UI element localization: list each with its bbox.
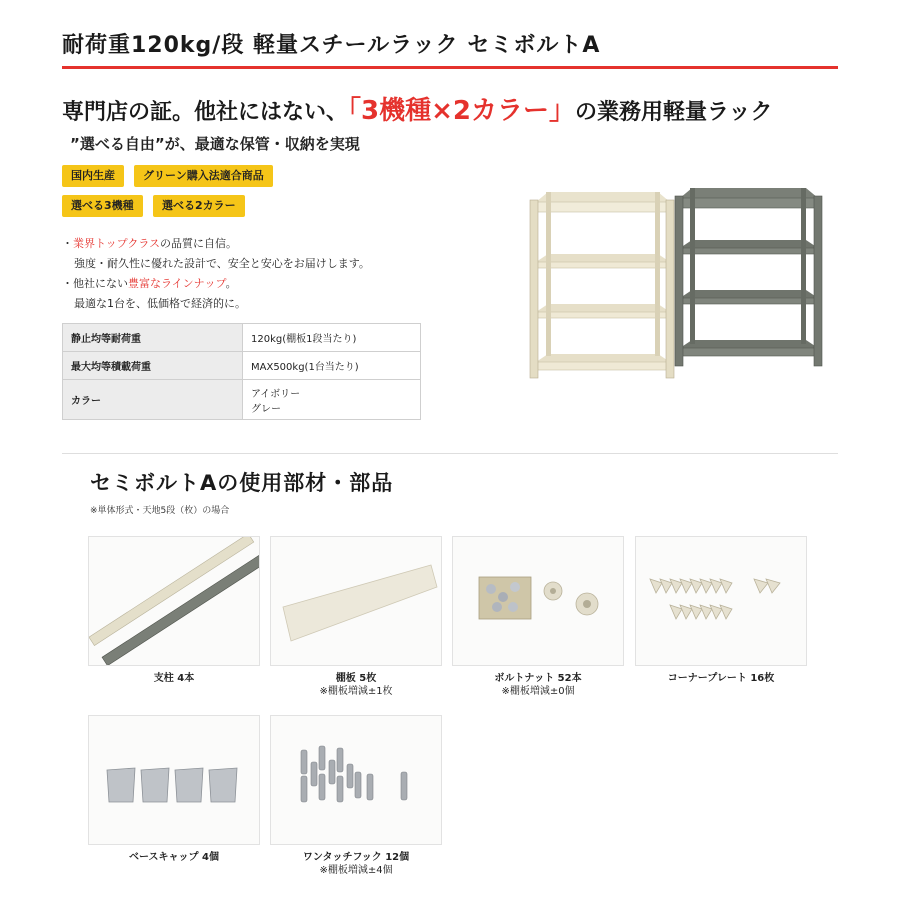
corner-plates-image (636, 537, 806, 665)
part-card-base-caps (88, 715, 260, 845)
spec-row (63, 352, 421, 380)
spec-row (63, 380, 421, 420)
parts-note: ※単体形式・天地5段（枚）の場合 (90, 506, 230, 516)
spec-value: MAX500kg(1台当たり) (243, 352, 421, 380)
headline-pre: 専門店の証。他社にはない、 (62, 100, 349, 125)
part-caption (270, 851, 442, 877)
part-name: ボルトナット 52本 (494, 673, 582, 684)
feature-item: ・業界トップクラスの品質に自信。 (62, 237, 238, 250)
part-note: ※棚板増減±0個 (501, 686, 575, 697)
spec-value: 120kg(棚板1段当たり) (243, 324, 421, 352)
part-card-posts (88, 536, 260, 666)
bolts-nuts-image (453, 537, 623, 665)
feature-detail: 最適な1台を、低価格で経済的に。 (74, 297, 246, 310)
spec-row (63, 324, 421, 352)
spec-label: 最大均等積載荷重 (63, 352, 243, 380)
part-card-one-touch-hooks (270, 715, 442, 845)
ivory-rack-image (530, 192, 674, 378)
base-caps-image (89, 716, 259, 844)
part-name: ワンタッチフック 12個 (302, 852, 410, 863)
feature-list (62, 234, 370, 314)
shelf-board-image (271, 537, 441, 665)
part-note: ※棚板増減±1枚 (319, 686, 393, 697)
gray-rack-image (675, 188, 822, 366)
part-caption (270, 672, 442, 698)
feature-detail: 強度・耐久性に優れた設計で、安全と安心をお届けします。 (74, 257, 370, 270)
headline (62, 90, 773, 127)
badge-three-models: 選べる3機種 (62, 195, 143, 217)
page-title: 耐荷重120kg/段 軽量スチールラック セミボルトA (62, 33, 601, 58)
spec-table (62, 323, 421, 420)
part-name: 棚板 5枚 (335, 673, 377, 684)
feature-highlight: 業界トップクラス (73, 237, 161, 250)
feature-highlight: 豊富なラインナップ (128, 277, 226, 290)
part-card-corner-plates (635, 536, 807, 666)
badge-two-colors: 選べる2カラー (153, 195, 245, 217)
part-name: ベースキャップ 4個 (129, 852, 219, 863)
part-caption (88, 672, 260, 685)
part-card-bolts-nuts (452, 536, 624, 666)
spec-label: 静止均等耐荷重 (63, 324, 243, 352)
feature-item: ・他社にない豊富なラインナップ。 (62, 277, 237, 290)
posts-image (89, 537, 259, 665)
part-caption (88, 851, 260, 864)
title-underline (62, 66, 838, 69)
part-card-shelf-boards (270, 536, 442, 666)
part-caption (452, 672, 624, 698)
section-divider (62, 453, 838, 454)
part-caption (635, 672, 807, 685)
part-name: コーナープレート 16枚 (667, 673, 775, 684)
badge-domestic: 国内生産 (62, 165, 124, 187)
spec-label: カラー (63, 380, 243, 420)
parts-section-title: セミボルトAの使用部材・部品 (90, 471, 394, 495)
headline-accent: 「3機種×2カラー」 (348, 96, 575, 126)
one-touch-hooks-image (271, 716, 441, 844)
part-note: ※棚板増減±4個 (319, 865, 393, 876)
spec-value: アイボリー グレー (243, 380, 421, 420)
headline-post: の業務用軽量ラック (574, 100, 773, 125)
part-name: 支柱 4本 (153, 673, 195, 684)
steel-rack-photo (520, 186, 832, 392)
badge-green-purchase: グリーン購入法適合商品 (134, 165, 273, 187)
subheadline: ”選べる自由”が、最適な保管・収納を実現 (70, 135, 360, 153)
